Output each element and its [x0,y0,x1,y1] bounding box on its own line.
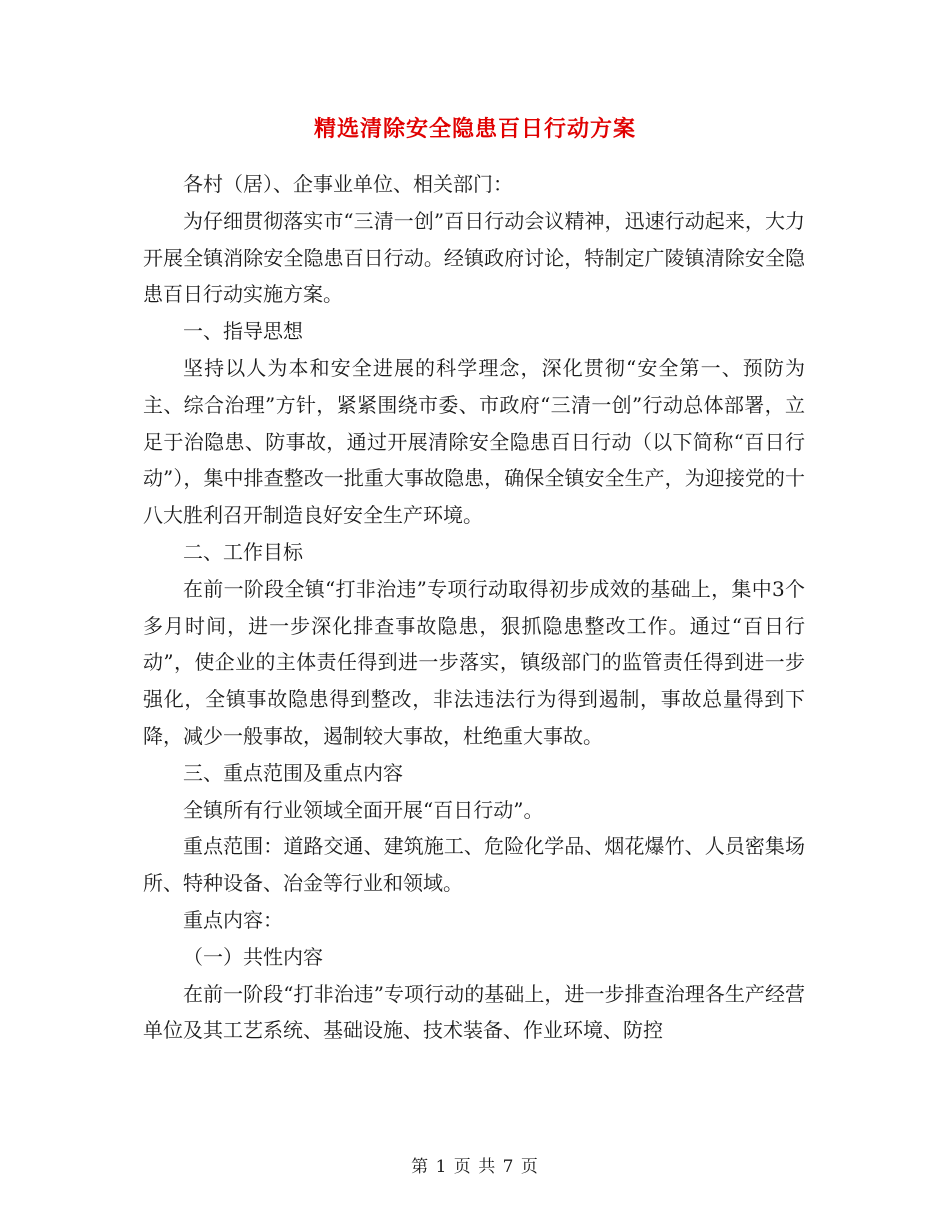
paragraph-guiding-ideology: 坚持以人为本和安全进展的科学理念，深化贯彻“安全第一、预防为主、综合治理”方针，紧紧围绕市委、市政府“三清一创”行动总体部署，立足于治隐患、防事故，通过开展清除安全隐患百日行动（以下简称“百日行动”），集中排查整改一批重大事故隐患，确保全镇安全生产，为迎接党的十八大胜利召开制造良好安全生产环境。 [143,355,805,528]
paragraph-common-content: 在前一阶段“打非治违”专项行动的基础上，进一步排查治理各生产经营单位及其工艺系统、基础设施、技术装备、作业环境、防控 [143,981,805,1043]
paragraph-work-goals: 在前一阶段全镇“打非治违”专项行动取得初步成效的基础上，集中3个多月时间，进一步深化排查事故隐患，狠抓隐患整改工作。通过“百日行动”，使企业的主体责任得到进一步落实，镇级部门的监管责任得到进一步强化，全镇事故隐患得到整改，非法违法行为得到遏制，事故总量得到下降，减少一般事故，遏制较大事故，杜绝重大事故。 [143,576,805,748]
heading-guiding-ideology: 一、指导思想 [183,319,303,344]
heading-work-goals: 二、工作目标 [183,539,303,564]
paragraph-key-content-label: 重点内容： [183,907,283,932]
paragraph-intro: 为仔细贯彻落实市“三清一创”百日行动会议精神，迅速行动起来，大力开展全镇消除安全隐患百日行动。经镇政府讨论，特制定广陵镇清除安全隐患百日行动实施方案。 [143,208,805,307]
heading-key-scope: 三、重点范围及重点内容 [183,760,403,785]
page-footer: 第 1 页 共 7 页 [411,1157,539,1177]
paragraph-all-sectors: 全镇所有行业领域全面开展“百日行动”。 [183,797,544,822]
document-title: 精选清除安全隐患百日行动方案 [313,116,636,142]
paragraph-key-scope: 重点范围：道路交通、建筑施工、危险化学品、烟花爆竹、人员密集场所、特种设备、冶金等行业和领域。 [143,834,805,896]
salutation: 各村（居）、企事业单位、相关部门： [183,172,513,196]
document-body [143,166,805,1049]
subheading-common-content: （一）共性内容 [183,944,323,969]
